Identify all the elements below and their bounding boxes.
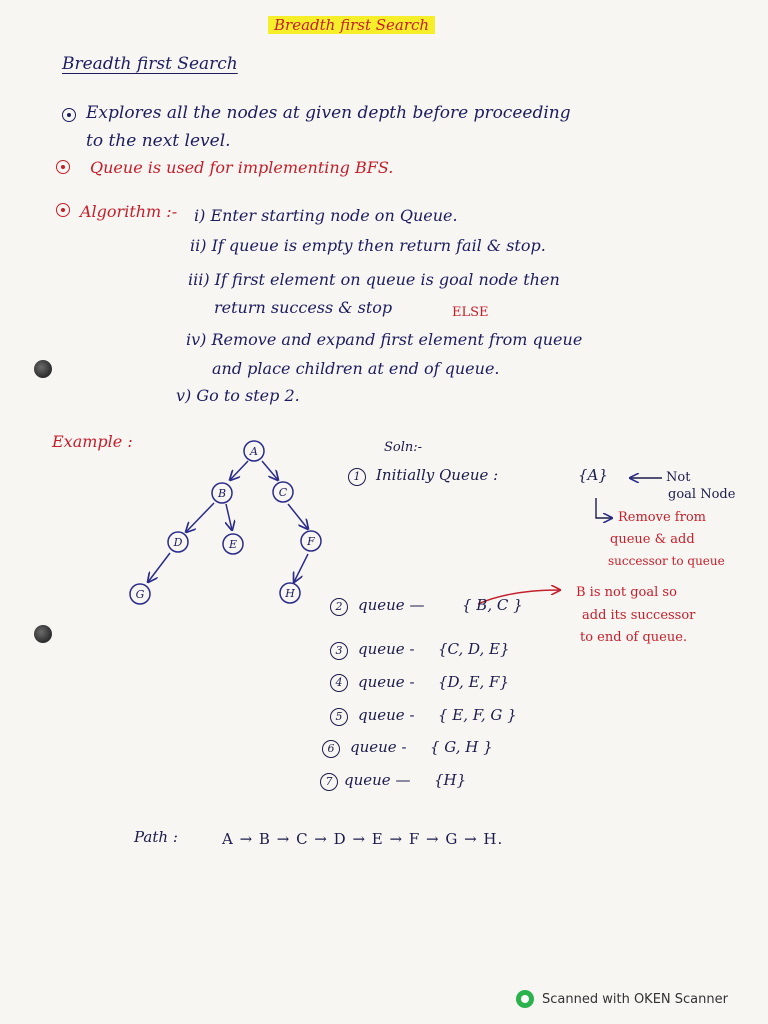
- queue-label: queue -: [358, 706, 415, 724]
- algo-step-4-cont: and place children at end of queue.: [212, 359, 500, 378]
- not-label: Not: [666, 470, 691, 485]
- node-label: F: [307, 535, 315, 548]
- node-label: C: [278, 486, 288, 499]
- step-number: 7: [320, 773, 338, 791]
- node-label: A: [250, 445, 258, 458]
- algo-step-3: iii) If first element on queue is goal node then: [188, 270, 560, 289]
- remove-arrow: [596, 498, 612, 518]
- point-1-line-2: to the next level.: [86, 131, 231, 151]
- tree-edge: [186, 503, 214, 532]
- queue-label: queue -: [358, 673, 415, 691]
- algo-step-4: iv) Remove and expand first element from queue: [186, 330, 583, 349]
- tree-edge: [230, 461, 248, 480]
- page-title: Breadth first Search: [62, 54, 238, 74]
- example-label: Example :: [52, 432, 133, 451]
- initial-queue-value: {A}: [578, 466, 608, 484]
- algo-step-1: i) Enter starting node on Queue.: [194, 206, 458, 225]
- tree-edge: [294, 554, 308, 582]
- scanner-text: Scanned with OKEN Scanner: [542, 991, 728, 1007]
- remove-note-3: successor to queue: [608, 554, 725, 568]
- solution-label: Soln:-: [384, 440, 423, 455]
- node-label: H: [285, 587, 295, 600]
- algo-step-2: ii) If queue is empty then return fail & stop.: [190, 236, 546, 255]
- node-label: E: [228, 538, 238, 551]
- node-label: D: [173, 536, 183, 549]
- queue-value: {D, E, F}: [438, 673, 510, 691]
- remove-note-2: queue & add: [610, 532, 695, 547]
- algo-step-5: v) Go to step 2.: [176, 386, 300, 405]
- b-note-3: to end of queue.: [580, 630, 688, 645]
- step-number: 3: [330, 642, 348, 660]
- node-label: G: [135, 588, 145, 601]
- queue-label: queue -: [358, 640, 415, 658]
- step-number: 6: [322, 740, 340, 758]
- path-value: A → B → C → D → E → F → G → H.: [222, 830, 504, 848]
- initial-queue-label: Initially Queue :: [376, 466, 499, 484]
- path-label: Path :: [134, 828, 178, 846]
- b-note-2: add its successor: [582, 608, 696, 623]
- point-1-line-1: Explores all the nodes at given depth before proceeding: [86, 103, 571, 123]
- tree-edge: [148, 553, 170, 582]
- scanner-logo-icon: [516, 990, 534, 1008]
- scanner-watermark: [516, 990, 728, 1008]
- goal-node-label: goal Node: [668, 487, 736, 502]
- queue-value: {H}: [434, 771, 467, 789]
- queue-label: queue —: [358, 596, 425, 614]
- algorithm-label: Algorithm :-: [80, 202, 178, 221]
- step-number: 5: [330, 708, 348, 726]
- queue-value: { B, C }: [462, 596, 523, 614]
- else-label: ELSE: [452, 305, 489, 320]
- node-label: B: [217, 487, 227, 500]
- queue-value: { G, H }: [430, 738, 493, 756]
- step-number: 2: [330, 598, 348, 616]
- b-note-1: B is not goal so: [576, 585, 677, 600]
- point-2: Queue is used for implementing BFS.: [90, 158, 394, 177]
- step-number: 4: [330, 674, 348, 692]
- step-number: 1: [348, 468, 366, 486]
- queue-value: {C, D, E}: [438, 640, 510, 658]
- queue-value: { E, F, G }: [438, 706, 517, 724]
- queue-label: queue -: [350, 738, 407, 756]
- tree-edge: [288, 504, 308, 529]
- remove-note-1: Remove from: [618, 510, 706, 525]
- highlighted-title: Breadth first Search: [268, 16, 435, 34]
- algo-step-3-cont: return success & stop: [214, 298, 393, 317]
- tree-edge: [226, 504, 232, 530]
- tree-edge: [262, 461, 278, 480]
- queue-label: queue —: [344, 771, 411, 789]
